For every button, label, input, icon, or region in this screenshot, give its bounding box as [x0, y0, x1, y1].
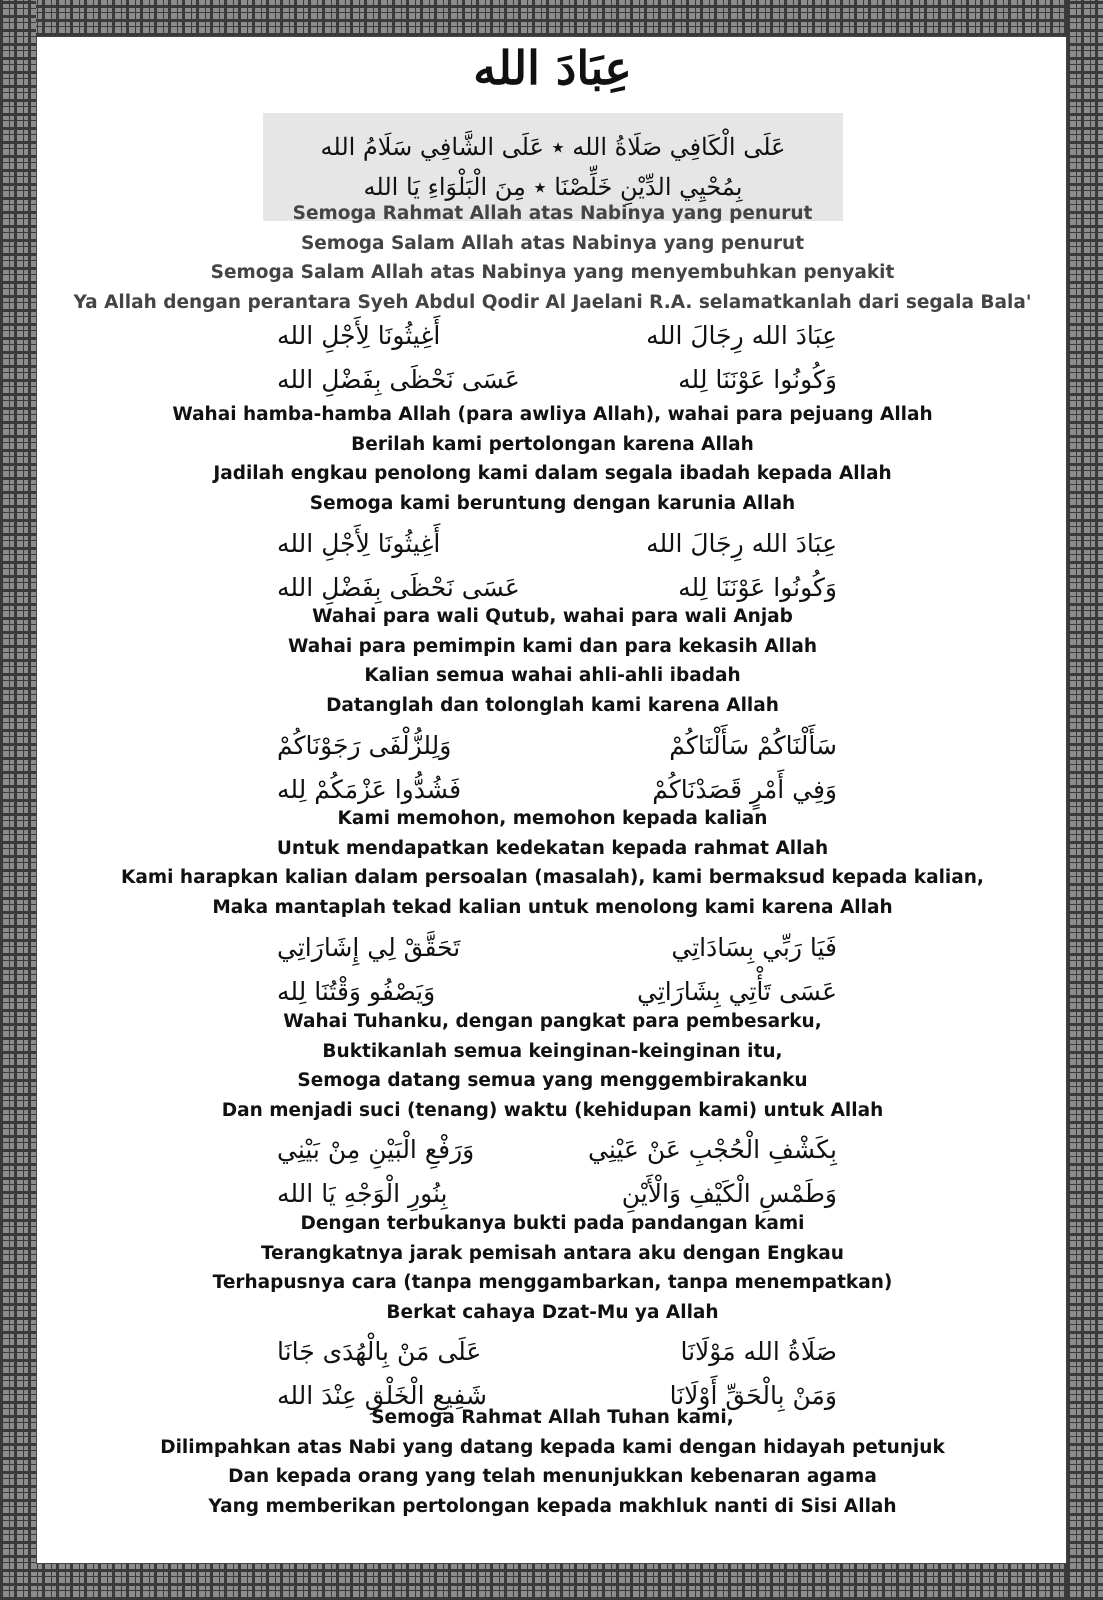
document-content: [37, 37, 1068, 1565]
verse-hemistich: عَسَى نَحْظَى بِفَضْلِ الله: [277, 364, 520, 394]
verse-hemistich: وَكُونُوا عَوْنَنَا لِله: [678, 572, 837, 602]
verse-hemistich: بِنُورِ الْوَجْهِ يَا الله: [277, 1178, 448, 1208]
verse-hemistich: وَكُونُوا عَوْنَنَا لِله: [678, 364, 837, 394]
verse-row: [277, 1329, 837, 1373]
verse-hemistich: بِكَشْفِ الْحُجْبِ عَنْ عَيْنِي: [588, 1134, 837, 1164]
verse-row: [277, 521, 837, 565]
translation-line: Kalian semua wahai ahli-ahli ibadah: [364, 665, 741, 686]
translation-line: Dilimpahkan atas Nabi yang datang kepada kami dengan hidayah petunjuk: [160, 1436, 945, 1458]
translation-line: Ya Allah dengan perantara Syeh Abdul Qodir Al Jaelani R.A. selamatkanlah dari segala Bala': [73, 291, 1032, 313]
translation-line: Jadilah engkau penolong kami dalam segala ibadah kepada Allah: [213, 463, 892, 484]
arabic-title: عِبَادَ الله: [473, 41, 632, 95]
translation-line: Semoga Salam Allah atas Nabinya yang penurut: [300, 232, 805, 254]
translation-line: Semoga Rahmat Allah atas Nabinya yang penurut: [292, 203, 813, 224]
verse-hemistich: عَسَى نَحْظَى بِفَضْلِ الله: [277, 572, 520, 602]
verse-hemistich: عِبَادَ الله رِجَالَ الله: [646, 320, 837, 350]
translation-line: Terangkatnya jarak pemisah antara aku dengan Engkau: [261, 1242, 844, 1264]
verse-hemistich: عَسَى تَأْتِي بِشَارَاتِي: [636, 976, 837, 1006]
intro-arabic-line: بِمُحْيِي الدِّيْنِ خَلِّصْنَا ٭ مِنَ الْبَلْوَاءِ يَا الله: [363, 173, 743, 201]
verse-hemistich: تَحَقَّقْ لِي إِشَارَاتِي: [277, 932, 461, 962]
stanza-1-translation: [37, 400, 1068, 518]
verse-row: [277, 313, 837, 357]
verse-hemistich: أَغِيثُونَا لِأَجْلِ الله: [277, 528, 441, 558]
verse-hemistich: فَيَا رَبِّي بِسَادَاتِي: [671, 932, 837, 962]
stanza-2-arabic: [277, 521, 837, 609]
verse-hemistich: وَفِي أَمْرٍ قَصَدْنَاكُمْ: [652, 774, 837, 804]
translation-line: Dan kepada orang yang telah menunjukkan kebenaran agama: [228, 1466, 877, 1487]
translation-line: Untuk mendapatkan kedekatan kepada rahmat Allah: [276, 837, 829, 859]
verse-hemistich: فَشُدُّوا عَزْمَكُمْ لِله: [277, 774, 462, 804]
translation-line: Maka mantaplah tekad kalian untuk menolong kami karena Allah: [212, 896, 893, 918]
translation-line: Semoga datang semua yang menggembirakanku: [297, 1070, 808, 1091]
verse-row: [277, 1127, 837, 1171]
verse-hemistich: عَلَى مَنْ بِالْهُدَى جَانَا: [277, 1336, 482, 1366]
translation-line: Semoga kami beruntung dengan karunia Allah: [309, 492, 796, 514]
translation-line: Wahai hamba-hamba Allah (para awliya Allah), wahai para pejuang Allah: [172, 404, 933, 425]
document-body: [36, 36, 1067, 1564]
translation-line: Berilah kami pertolongan karena Allah: [351, 433, 754, 455]
translation-line: Dan menjadi suci (tenang) waktu (kehidupan kami) untuk Allah: [221, 1099, 884, 1121]
verse-hemistich: وَيَصْفُو وَقْتُنَا لِله: [277, 976, 436, 1006]
translation-line: Semoga Salam Allah atas Nabinya yang menyembuhkan penyakit: [210, 262, 895, 283]
translation-line: Wahai para pemimpin kami dan para kekasih Allah: [287, 635, 818, 657]
translation-line: Kami memohon, memohon kepada kalian: [337, 808, 768, 829]
intro-arabic-line: عَلَى الْكَافِي صَلَاةُ الله ٭ عَلَى الشَّافِي سَلَامُ الله: [320, 133, 786, 161]
translation-line: Semoga Rahmat Allah Tuhan kami,: [371, 1407, 734, 1428]
verse-hemistich: عِبَادَ الله رِجَالَ الله: [646, 528, 837, 558]
verse-hemistich: صَلَاةُ الله مَوْلَانَا: [680, 1336, 837, 1366]
verse-row: [277, 925, 837, 969]
translation-line: Yang memberikan pertolongan kepada makhluk nanti di Sisi Allah: [208, 1495, 897, 1517]
translation-line: Terhapusnya cara (tanpa menggambarkan, tanpa menempatkan): [212, 1272, 893, 1293]
verse-hemistich: وَرَفْعِ الْبَيْنِ مِنْ بَيْنِي: [277, 1134, 475, 1164]
translation-line: Datanglah dan tolonglah kami karena Allah: [326, 694, 779, 716]
verse-hemistich: وَطَمْسِ الْكَيْفِ وَالْأَيْنِ: [621, 1178, 837, 1208]
decorative-border-right: [1067, 0, 1103, 1600]
stanza-6-translation: [37, 1403, 1068, 1521]
stanza-1-arabic: [277, 313, 837, 401]
verse-hemistich: سَأَلْنَاكُمْ سَأَلْنَاكُمْ: [669, 730, 837, 760]
stanza-5-translation: [37, 1209, 1068, 1327]
translation-line: Dengan terbukanya bukti pada pandangan kami: [300, 1213, 805, 1234]
translation-line: Buktikanlah semua keinginan-keinginan itu,: [322, 1040, 783, 1062]
verse-hemistich: أَغِيثُونَا لِأَجْلِ الله: [277, 320, 441, 350]
intro-translation: [37, 199, 1068, 317]
decorative-border-bottom: [0, 1564, 1103, 1600]
stanza-4-arabic: [277, 925, 837, 1013]
stanza-3-translation: [37, 804, 1068, 922]
verse-row: [277, 723, 837, 767]
decorative-border-top: [0, 0, 1103, 36]
translation-line: Kami harapkan kalian dalam persoalan (masalah), kami bermaksud kepada kalian,: [121, 867, 984, 888]
stanza-4-translation: [37, 1007, 1068, 1125]
translation-line: Wahai Tuhanku, dengan pangkat para pembesarku,: [283, 1011, 822, 1032]
verse-hemistich: شَفِيعِ الْخَلْقِ عِنْدَ الله: [277, 1380, 487, 1410]
verse-hemistich: وَلِلزُّلْفَى رَجَوْنَاكُمْ: [277, 730, 452, 760]
translation-line: Wahai para wali Qutub, wahai para wali Anjab: [312, 606, 793, 627]
translation-line: Berkat cahaya Dzat-Mu ya Allah: [386, 1301, 719, 1323]
verse-row: [277, 357, 837, 401]
stanza-5-arabic: [277, 1127, 837, 1215]
verse-hemistich: وَمَنْ بِالْحَقِّ أَوْلَانَا: [669, 1380, 837, 1410]
stanza-3-arabic: [277, 723, 837, 811]
decorative-border-left: [0, 0, 36, 1600]
stanza-2-translation: [37, 602, 1068, 720]
